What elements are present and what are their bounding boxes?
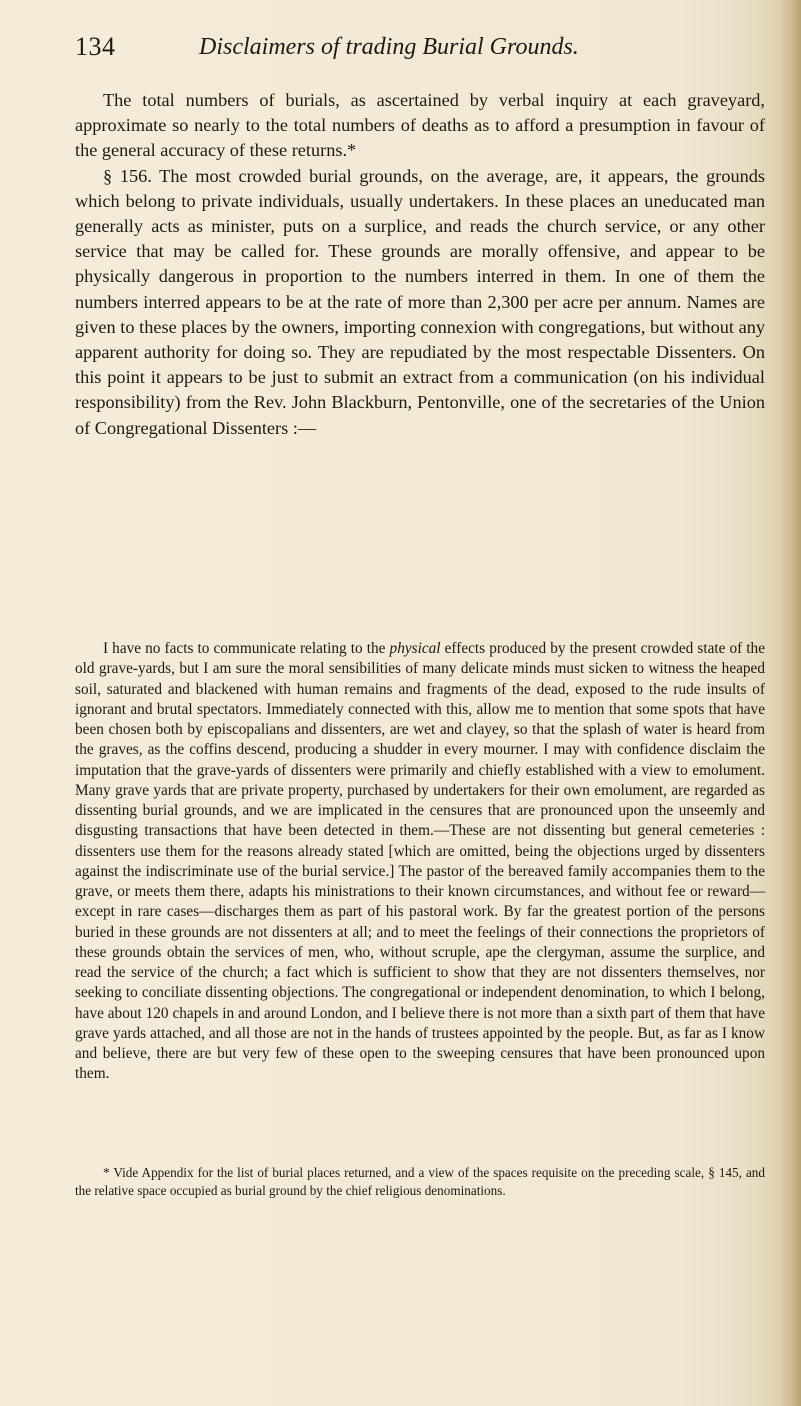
page-number: 134: [75, 32, 116, 61]
paragraph-2: § 156. The most crowded burial grounds, on the average, are, it appears, the grounds which belong to private individuals, usually undertakers. In these places an uneducated man generally acts as minister, puts on a surplice, and reads the church service, or any other service that may be called for. These grounds are morally offensive, and appear to be physically dangerous in proportion to the numbers interred in them. In one of them the numbers interred appears to be at the rate of more than 2,300 per acre per annum. Names are given to these places by the owners, importing connexion with congregations, but without any apparent authority for doing so. They are repudiated by the most respectable Dissenters. On this point it appears to be just to submit an extract from a communication (on his individual responsibility) from the Rev. John Blackburn, Pentonville, one of the secretaries of the Union of Congregational Dissenters :—: [75, 165, 765, 438]
footnote: * Vide Appendix for the list of burial places returned, and a view of the spaces requisite on the preceding scale, § 145, and the relative space occupied as burial ground by the chief religious denominations.: [75, 1165, 765, 1198]
main-text: [75, 88, 765, 441]
quote-text-rest: effects produced by the present crowded state of the old grave-yards, but I am sure the moral sensibilities of many delicate minds must sicken to witness the heaped soil, saturated and blackened with human remains and fragments of the dead, exposed to the rude insults of ignorant and brutal spectators. Immediately connected with this, allow me to mention that some spots that have been chosen both by episcopalians and dissenters, are wet and clayey, so that the splash of water is heard from the graves, as the coffins descend, producing a shudder in every mourner. I may with confidence disclaim the imputation that the grave-yards of dissenters were primarily and chiefly established with a view to emolument. Many grave yards that are private property, purchased by undertakers for their own emolument, are regarded as dissenting burial grounds, and we are implicated in the censures that are pronounced upon the unseemly and disgusting transactions that have been detected in them.—These are not dissenting but general cemeteries : dissenters use them for the reasons already stated [which are omitted, being the objections urged by dissenters against the indiscriminate use of the burial service.] The pastor of the bereaved family accompanies them to the grave, or meets them there, adapts his ministrations to their known circumstances, and without fee or reward— except in rare cases—discharges them as part of his pastoral work. By far the greatest portion of the persons buried in these grounds are not dissenters at all; and to meet the feelings of their connections the proprietors of these grounds obtain the services of men, who, without scruple, ape the clergyman, assume the surplice, and read the service of the church; a fact which is sufficient to show that they are not dissenters themselves, nor seeking to conciliate dissenting objections. The congregational or independent denomination, to which I belong, have about 120 chapels in and around London, and I believe there is not more than a sixth part of them that have grave yards attached, and all those are not in the hands of trustees appointed by the people. But, as far as I know and believe, there are but very few of these open to the sweeping censures that have been pronounced upon them.: [75, 640, 765, 1083]
quote-text-start: I have no facts to communicate relating to the: [103, 640, 390, 657]
paragraph-1: The total numbers of burials, as ascertained by verbal inquiry at each graveyard, approximate so nearly to the total numbers of deaths as to afford a presumption in favour of the general accuracy of these returns.*: [75, 90, 765, 161]
page-edge-shadow: [779, 0, 801, 1406]
running-title: Disclaimers of trading Burial Grounds.: [199, 34, 579, 60]
quoted-communication: [75, 639, 765, 1085]
page-header: [75, 32, 695, 72]
quote-emphasis: physical: [389, 640, 441, 657]
